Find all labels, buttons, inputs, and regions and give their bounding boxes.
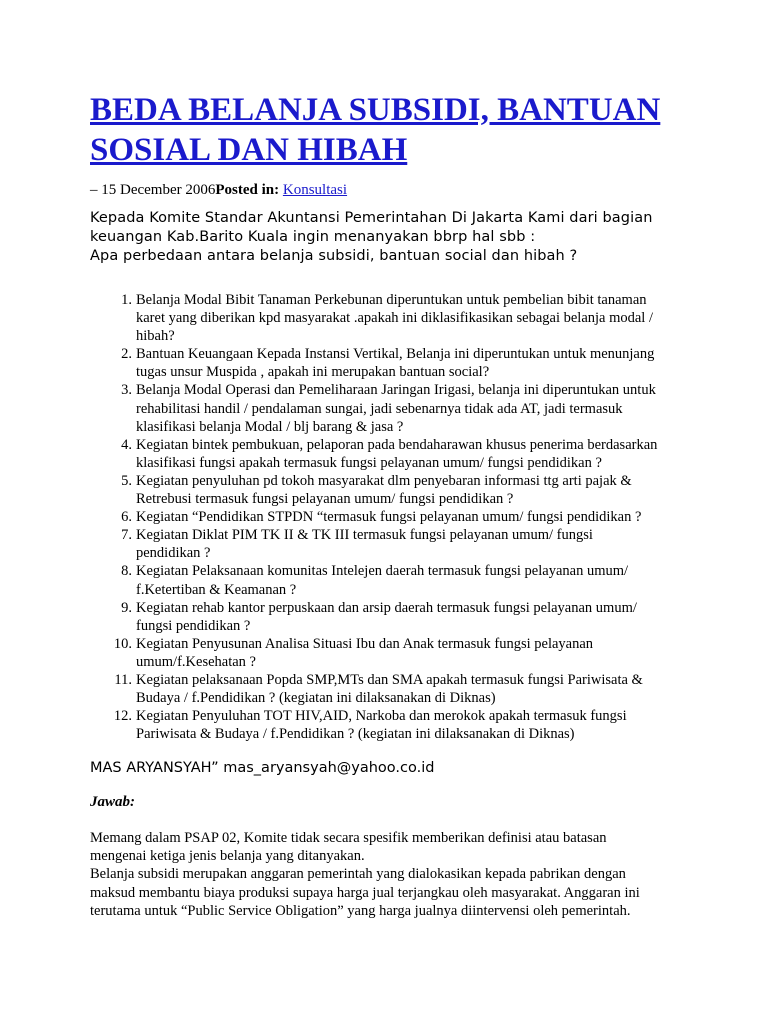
category-link[interactable]: Konsultasi [282, 182, 348, 198]
question-number: 5. [121, 472, 132, 489]
sender-signature: MAS ARYANSYAH” mas_aryansyah@yahoo.co.id [90, 760, 435, 776]
question-text-line: klasifikasi fungsi apakah termasuk fungsi pelayanan umum/ fungsi pendidikan ? [136, 454, 602, 471]
question-number: 3. [121, 382, 132, 399]
question-text-line: hibah? [136, 328, 175, 345]
intro-line: Kepada Komite Standar Akuntansi Pemerintahan Di Jakarta Kami dari bagian [90, 210, 653, 226]
post-date: – 15 December 2006 [90, 182, 216, 198]
question-item [113, 707, 736, 743]
question-text-line: Kegiatan “Pendidikan STPDN “termasuk fungsi pelayanan umum/ fungsi pendidikan ? [136, 509, 642, 526]
question-item [114, 671, 736, 707]
question-item [121, 599, 736, 635]
answer-line: terutama untuk “Public Service Obligation” yang harga jualnya diintervensi oleh pemerintah. [90, 902, 631, 919]
answer-paragraph [90, 829, 690, 920]
question-number: 2. [121, 346, 132, 363]
posted-label: Posted in: [215, 182, 280, 198]
question-text-line: karet yang diberikan kpd masyarakat .apakah ini diklasifikasikan sebagai belanja modal / [136, 310, 653, 327]
answer-line: mengenai ketiga jenis belanja yang ditanyakan. [90, 848, 365, 865]
question-item [121, 508, 736, 526]
question-text-line: Bantuan Keuangaan Kepada Instansi Vertikal, Belanja ini diperuntukan untuk menunjang [136, 346, 655, 363]
question-number: 1. [121, 292, 132, 308]
question-text-line: Kegiatan bintek pembukuan, pelaporan pada bendaharawan khusus penerima berdasarkan [136, 436, 658, 453]
question-text-line: pendidikan ? [136, 545, 211, 562]
question-text-line: Budaya / f.Pendidikan ? (kegiatan ini dilaksanakan di Diknas) [136, 690, 496, 707]
question-number: 12. [113, 708, 132, 725]
question-text-line: Retrebusi termasuk fungsi pelayanan umum/ fungsi pendidikan ? [136, 491, 514, 508]
question-number: 9. [121, 599, 132, 616]
intro-question: Apa perbedaan antara belanja subsidi, bantuan social dan hibah ? [90, 248, 578, 264]
question-text-line: Kegiatan rehab kantor perpuskaan dan arsip daerah termasuk fungsi pelayanan umum/ [136, 599, 637, 616]
question-number: 4. [121, 436, 132, 453]
question-text-line: Kegiatan Penyusunan Analisa Situasi Ibu dan Anak termasuk fungsi pelayanan [136, 635, 594, 652]
question-text-line: klasifikasi belanja Modal / blj barang & jasa ? [136, 418, 404, 435]
article-title-line1[interactable]: BEDA BELANJA SUBSIDI, BANTUAN [90, 92, 661, 128]
question-text-line: Kegiatan Pelaksanaan komunitas Intelejen daerah termasuk fungsi pelayanan umum/ [136, 563, 629, 580]
question-text-line: Belanja Modal Operasi dan Pemeliharaan Jaringan Irigasi, belanja ini diperuntukan untuk [136, 382, 656, 399]
question-text-line: f.Ketertiban & Keamanan ? [136, 581, 297, 598]
question-text-line: Pariwisata & Budaya / f.Pendidikan ? (kegiatan ini dilaksanakan di Diknas) [136, 726, 575, 743]
question-text-line: Belanja Modal Bibit Tanaman Perkebunan diperuntukan untuk pembelian bibit tanaman [136, 292, 647, 308]
answer-label: Jawab: [90, 794, 135, 810]
question-text-line: Kegiatan penyuluhan pd tokoh masyarakat dlm penyebaran informasi ttg arti pajak & [136, 472, 632, 489]
question-item [121, 345, 736, 381]
question-item [121, 562, 736, 598]
question-number: 10. [113, 635, 132, 652]
question-text-line: fungsi pendidikan ? [136, 617, 251, 634]
question-item [113, 635, 736, 671]
intro-paragraph [90, 209, 690, 266]
post-meta [90, 180, 347, 200]
question-item [121, 436, 736, 472]
question-text-line: Kegiatan Penyuluhan TOT HIV,AID, Narkoba dan merokok apakah termasuk fungsi [136, 708, 627, 725]
intro-line: keuangan Kab.Barito Kuala ingin menanyakan bbrp hal sbb : [90, 229, 536, 245]
answer-line: Belanja subsidi merupakan anggaran pemerintah yang dialokasikan kepada pabrikan dengan [90, 866, 626, 883]
question-item [121, 291, 736, 345]
question-number: 7. [121, 527, 132, 544]
question-number: 8. [121, 563, 132, 580]
question-text-line: Kegiatan pelaksanaan Popda SMP,MTs dan SMA apakah termasuk fungsi Pariwisata & [136, 671, 643, 688]
question-item [121, 526, 736, 562]
question-number: 11. [114, 671, 132, 688]
question-text-line: tugas unsur Muspida , apakah ini merupakan bantuan social? [136, 364, 490, 381]
article-title-line2[interactable]: SOSIAL DAN HIBAH [90, 132, 408, 168]
question-list [90, 291, 736, 743]
question-item [121, 381, 736, 435]
question-text-line: umum/f.Kesehatan ? [136, 653, 256, 670]
answer-line: Memang dalam PSAP 02, Komite tidak secara spesifik memberikan definisi atau batasan [90, 830, 607, 846]
question-number: 6. [121, 509, 132, 526]
article-title[interactable] [90, 90, 690, 170]
question-text-line: rehabilitasi handil / pendalaman sungai, jadi sebenarnya tidak ada AT, jadi termasuk [136, 400, 623, 417]
answer-line: maksud membantu biaya produksi supaya harga jual terjangkau oleh masyarakat. Anggaran ini [90, 884, 640, 901]
question-text-line: Kegiatan Diklat PIM TK II & TK III termasuk fungsi pelayanan umum/ fungsi [136, 527, 593, 544]
question-item [121, 472, 736, 508]
